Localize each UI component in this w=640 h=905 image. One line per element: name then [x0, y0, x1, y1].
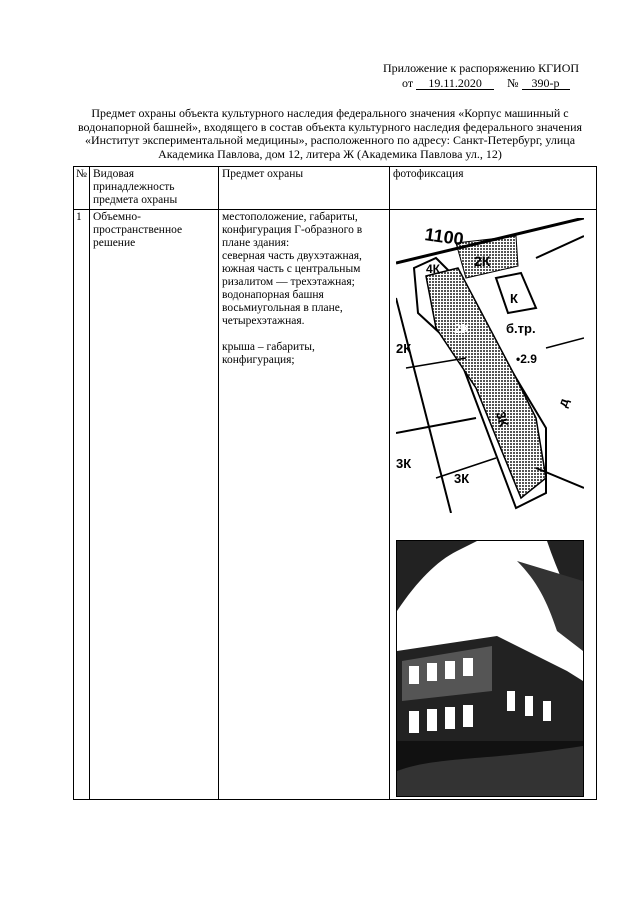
- map-label: 2К: [453, 321, 470, 336]
- number-label: №: [507, 76, 519, 90]
- table-header-row: [74, 167, 597, 210]
- site-plan-drawing: [396, 218, 584, 513]
- map-label: б.тр.: [505, 321, 536, 336]
- col-header-photo: фотофиксация: [389, 167, 596, 210]
- building-photo-drawing: [397, 541, 583, 796]
- map-label: 3К: [395, 456, 412, 471]
- row-photos: [389, 210, 596, 800]
- map-label: 4К: [425, 262, 440, 276]
- appendix-date-number: [402, 77, 596, 90]
- map-label: д: [554, 396, 572, 410]
- map-label: 1100: [423, 224, 465, 250]
- subject-line: водонапорная башня восьмиугольная в плане, четырехэтажная.: [221, 289, 343, 327]
- map-label: К: [509, 291, 518, 306]
- site-plan-map: [396, 218, 584, 513]
- map-label: 3К: [493, 409, 512, 429]
- building-photo: [396, 540, 584, 797]
- subject-line: крыша – габариты, конфигурация;: [221, 341, 315, 366]
- subject-line: северная часть двухэтажная, южная часть с центральным ризалитом — трехэтажная;: [221, 250, 362, 288]
- appendix-title: Приложение к распоряжению КГИОП: [383, 61, 580, 75]
- map-label: 2К: [395, 341, 412, 356]
- row-number: 1: [74, 210, 90, 800]
- map-label: 2К: [473, 253, 491, 269]
- map-label: 3К: [453, 471, 470, 486]
- row-subject: [218, 210, 389, 800]
- row-type: Объемно-пространственное решение: [89, 210, 218, 800]
- col-header-subject: Предмет охраны: [218, 167, 389, 210]
- map-label: •2.9: [515, 352, 537, 366]
- document-title: Предмет охраны объекта культурного наследия федерального значения «Корпус машинный с водонапорной башней», входящего в состав объекта культурного наследия федерального значения «Институт экспериментальной медицины», расположенного по адресу: Санкт-Петербург, улица Академика Павлова, дом 12, литера Ж (Академика Павлова ул., 12): [77, 106, 583, 161]
- col-header-type: Видовая принадлежность предмета охраны: [89, 167, 218, 210]
- col-header-number: №: [74, 167, 90, 210]
- protection-subject-table: [73, 166, 597, 800]
- order-date: 19.11.2020: [416, 77, 494, 90]
- table-row: [74, 210, 597, 800]
- subject-line: местоположение, габариты, конфигурация Г-образного в плане здания:: [221, 211, 363, 249]
- from-label: от: [402, 76, 414, 90]
- order-number: 390-р: [522, 77, 570, 90]
